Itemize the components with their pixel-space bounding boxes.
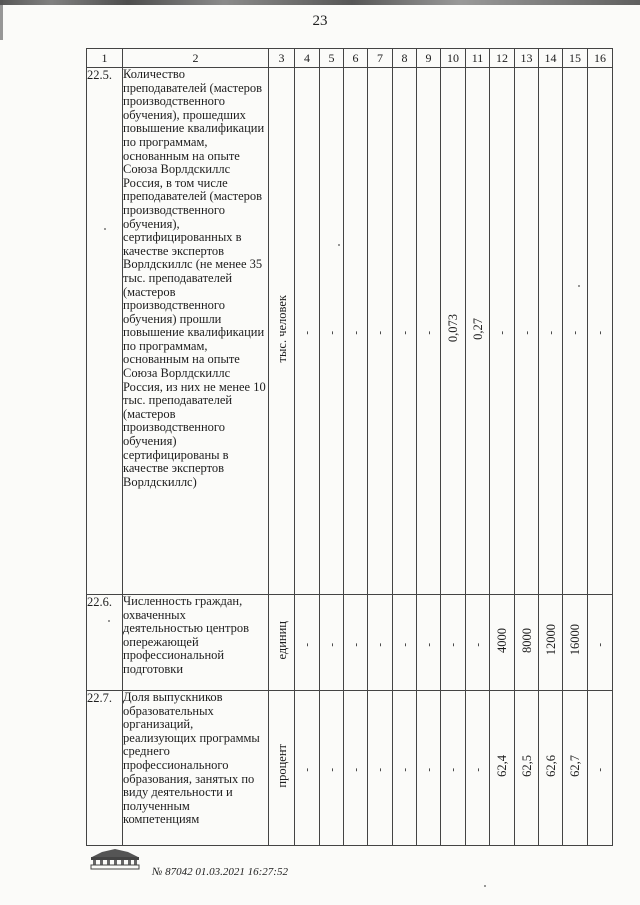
indicator-name: Доля выпускников образовательных организаций, реализующих программы среднего профессионального образования, занятых по виду деятельности и полученным компетенциям — [123, 691, 269, 846]
value-cell: 12000 — [543, 624, 558, 656]
value-cell: - — [349, 768, 362, 772]
row-number: 22.7. — [87, 691, 123, 846]
value-cell: 62,6 — [543, 754, 558, 777]
value-cell: - — [374, 642, 386, 647]
value-cell: 0,073 — [446, 314, 460, 343]
unit-cell — [269, 68, 295, 595]
page-number: 23 — [312, 13, 328, 29]
value-cell: - — [374, 331, 386, 335]
value-cell: 16000 — [568, 624, 582, 656]
column-header: 16 — [588, 49, 613, 68]
value-cell: - — [544, 331, 557, 335]
data-table — [86, 48, 613, 846]
document-id: № 87042 01.03.2021 16:27:52 — [152, 866, 288, 878]
value-cell: - — [520, 331, 533, 335]
unit-cell — [269, 595, 295, 691]
indicator-name: Количество преподавателей (мастеров производственного обучения), прошедших повышение квалификации по программам, основанным на опыте Союза Ворлдскиллс Россия, в том числе преподавателей (мастеров производственного обучения), сертифицированных в качестве экспертов Ворлдскиллс (не менее 35 тыс. преподавателей (мастеров производственного обучения) прошли повышение квалификации по программам, основанным на опыте Союза Ворлдскиллс Россия, из них не менее 10 тыс. преподавателей (мастеров производственного обучения) сертифицированы в качестве экспертов Ворлдскиллс) — [123, 68, 269, 595]
unit-label: тыс. человек — [274, 294, 289, 363]
header-row — [87, 49, 613, 68]
value-cell: - — [422, 768, 435, 772]
value-cell: - — [447, 642, 459, 647]
value-cell: - — [422, 642, 435, 647]
column-header: 2 — [123, 49, 269, 68]
scan-speck — [338, 244, 340, 246]
value-cell: - — [422, 331, 435, 335]
column-header: 15 — [563, 49, 588, 68]
indicator-name: Численность граждан, охваченных деятельностью центров опережающей профессиональной подготовки — [123, 595, 269, 691]
scan-speck — [578, 285, 580, 287]
column-header: 10 — [441, 49, 466, 68]
scan-speck — [108, 620, 110, 622]
value-cell: - — [447, 768, 459, 772]
column-header: 7 — [368, 49, 393, 68]
column-header: 1 — [87, 49, 123, 68]
value-cell: - — [301, 331, 313, 335]
value-cell: 62,4 — [495, 754, 509, 777]
value-cell: - — [398, 642, 411, 647]
value-cell: - — [569, 331, 581, 335]
column-header: 4 — [295, 49, 320, 68]
value-cell: 4000 — [495, 627, 509, 653]
value-cell: - — [594, 331, 606, 335]
scan-speck — [104, 228, 106, 230]
column-header: 8 — [393, 49, 417, 68]
value-cell: - — [471, 768, 484, 772]
column-header: 14 — [539, 49, 563, 68]
value-cell: - — [325, 768, 338, 772]
unit-cell — [269, 691, 295, 846]
column-header: 11 — [466, 49, 490, 68]
value-cell: 62,7 — [568, 754, 582, 777]
table-row — [87, 691, 613, 846]
value-cell: - — [471, 642, 484, 647]
value-cell: - — [398, 331, 411, 335]
row-number: 22.6. — [87, 595, 123, 691]
row-number: 22.5. — [87, 68, 123, 595]
column-header: 9 — [417, 49, 441, 68]
scan-speck — [484, 885, 486, 887]
value-cell: - — [594, 642, 606, 647]
column-header: 5 — [320, 49, 344, 68]
column-header: 6 — [344, 49, 368, 68]
value-cell: - — [325, 331, 338, 335]
column-header: 13 — [515, 49, 539, 68]
electronic-signature-logo — [88, 848, 142, 870]
value-cell: - — [301, 768, 313, 772]
scan-edge-artifact — [0, 0, 640, 5]
value-cell: - — [349, 331, 362, 335]
unit-label: процент — [274, 743, 289, 788]
value-cell: - — [374, 768, 386, 772]
table-row — [87, 68, 613, 595]
value-cell: - — [398, 768, 411, 772]
value-cell: 0,27 — [470, 317, 485, 340]
column-header: 12 — [490, 49, 515, 68]
column-header: 3 — [269, 49, 295, 68]
value-cell: - — [594, 768, 606, 772]
table-row — [87, 595, 613, 691]
value-cell: - — [349, 642, 362, 647]
value-cell: - — [325, 642, 338, 647]
unit-label: единиц — [274, 620, 289, 660]
value-cell: - — [496, 331, 508, 335]
value-cell: 8000 — [519, 627, 534, 653]
value-cell: 62,5 — [519, 754, 534, 777]
value-cell: - — [301, 642, 313, 647]
